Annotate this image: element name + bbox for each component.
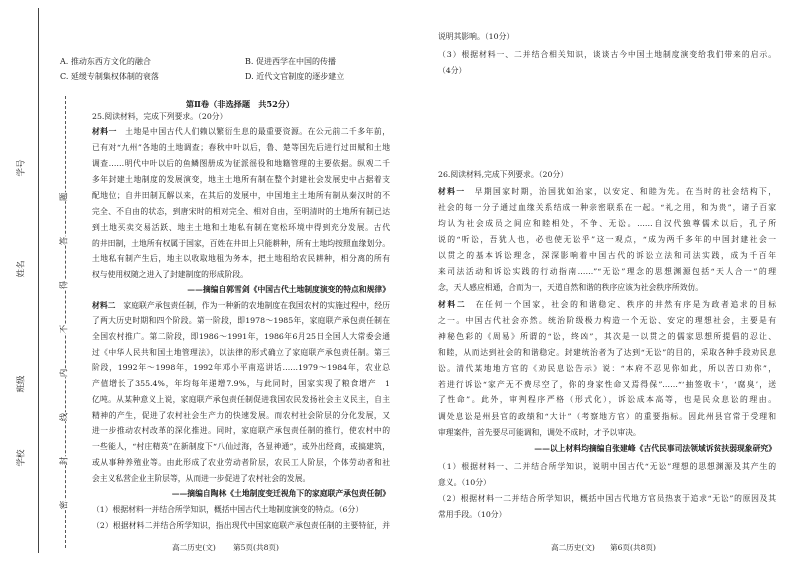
material-source: ——以上材料均摘编自张建峰《古代民事司法领域诉贫扶弱现象研究》 [534,444,776,453]
sub-question: （2）根据材料二并结合所学知识，指出现代中国家庭联产承包责任制的主要特征，并 [92,521,390,530]
material-line: 社会的每一分子通过血缘关系结成一种亲密联系在一起。“礼之用，和为贵”，诸子百家 [438,203,776,212]
sub-question: 意义。（10分） [438,478,491,487]
question-25-stem: 25.阅读材料，完成下列要求。（20分） [92,112,228,121]
material-line: 产值增长了355.4%，年均每年递增7.9%，与此同时，国家实现了粮食增产 1 [92,379,390,388]
material-line: 完全、不自由的状态，到唐宋时的相对完全、相对自由，至明清时的土地所有制已达 [92,207,390,216]
sub-question: 常用手段。（10分） [438,510,507,519]
material-label: 材料二 [92,301,116,310]
material-line: 过《中华人民共和国土地管理法》，以法律的形式确立了家庭联产承包责任制。第三 [92,348,390,357]
material-line: 全国农村推广。第二阶段，即1986～1991年，1986年6月25日全国人大常委会通 [92,332,390,341]
footer-page-number: 第5页(共8页) [233,543,279,552]
school-label: 学校 [16,449,27,467]
material-line: 均认为社会成员之间应和睦相处，不争、无讼。……自汉代独尊儒术以后，孔子所 [438,219,776,228]
material-line: 念，天人感应相通，合而为一，天道自然和谐的秩序应该为社会秩序所效仿。 [438,283,704,292]
material-line: 多年封建土地制度的发展演变，地主土地所有制在整个封建社会发展史中占据着支 [92,175,390,184]
sub-question: （2）根据材料一二并结合所学知识，概括中国古代地方官员热衷于追求“无讼”的原因及其 [438,494,776,503]
footer-subject: 高二历史(文) [551,543,595,552]
material-text: 土地是中国古代人们赖以繁衍生息的最重要资源。在公元前二千多年前， [116,127,390,136]
material-line: 权与使用权随之进入了封建制度的形成阶段。 [92,270,248,279]
material-line: 配地位；自井田制瓦解以来，在其后的发展中，中国地主土地所有制从秦汉时的不 [92,191,390,200]
material-line: 已有对“九州”各地的土地调查；春秋中叶以后，鲁、楚等国先后进行过田赋和土地 [92,143,390,152]
seal-char: 线 [59,412,70,422]
material-source: ——摘编自郭雪剑《中国古代土地制度演变的特点和规律》 [187,285,390,294]
seal-char: 题 [59,192,70,202]
material-line: 以贯之的基本诉讼理念，深深影响着中国古代的诉讼立法和司法实践，成为千百年 [438,251,776,260]
seal-char: 不 [59,324,70,334]
option-a: A. 推动东西方文化的融合 [60,57,151,66]
material-text: 家庭联产承包责任制，作为一种新的农地制度在我国农村的实施过程中，经历 [115,301,390,310]
sub-question: （1）根据材料一、二并结合所学知识，说明中国古代“无讼”理想的思想渊源及其产生的 [438,462,776,471]
material-text: 在任何一个国家，社会的和谐稳定、秩序的井然有序是为政者追求的目标 [466,300,777,309]
student-id-label: 学号 [16,159,27,177]
material-line: 之一。中国古代社会亦然。统治阶级极力构造一个无讼、安定的理想社会，主要是有 [438,316,776,325]
question-26-stem: 26.阅读材料,完成下列要求。（20分） [438,170,569,179]
sub-question: （1）根据材料一并结合所学知识，概括中国古代土地制度演变的特点。（6分） [92,505,364,514]
material-line: 到土地买卖交易活跃、地主土地和土地私有制在宽松环境中得到充分发展。古代 [92,223,390,232]
seal-char: 密 [59,500,70,510]
student-name-label: 姓名 [16,260,27,278]
material-line: 调查……明代中叶以后的鱼鳞图册成为征派徭役和地籍管理的主要依据。纵观二千 [92,159,390,168]
footer-subject: 高二历史(文) [172,543,216,552]
section-title: 第Ⅱ卷（非选择题 共52分） [185,99,295,109]
material-line: 会主义私营企业主阶层等，从而进一步促进了农村社会的发展。 [92,474,311,483]
material-label: 材料一 [438,187,466,196]
material-label: 材料二 [438,300,467,309]
seal-char: 内 [59,368,70,378]
material-line: 若进行诉讼“家产无不费尽空了，你的身家性命又焉得保”……“‘抽签收卡’，‘腐臭’，送 [438,380,776,389]
material-label: 材料一 [92,127,117,136]
material-line: 亿吨。从某种意义上说，家庭联产承包责任制促进我国农民发扬社会主义民主，自主 [92,395,390,404]
material-line: 神秘色彩的《周易》所谓的“讼，终凶”，其次是一以贯之的儒家思想所提倡的忍让、 [438,332,776,341]
binding-line [38,8,39,553]
material-line: 讼。清代某地地方官的《劝民息讼告示》说：“本府不忍见你如此，所以苦口劝你”， [438,364,776,373]
material-source: ——摘编自陶林《土地制度变迁视角下的家庭联产承包责任制》 [171,489,390,498]
material-line [92,127,390,137]
seal-char: 答 [59,236,70,246]
question-25-continued: 说明其影响。（10分） [438,32,515,41]
seal-char: 得 [59,280,70,290]
seal-char: 封 [59,456,70,466]
material-line: 一些能人，“村庄精英”在新制度下“八仙过海，各显神通”，或外出经商，或搞建筑， [92,442,390,451]
material-line [438,187,776,197]
material-line: 进一步推动农村改革的深化推进。同时，家庭联产承包责任制的推行，使农村中的 [92,426,390,435]
seal-dashed-line [65,96,66,548]
material-line: 土地私有制产生后，地主以收取地租为务本，把土地租给农民耕种，相分离的所有 [92,254,390,263]
material-line: 阶段，1992年～1998年，1992年邓小平南巡讲话……1979～1984年，农业总 [92,363,390,372]
material-line: 审理案件，首先要尽可能调和，调处不成时，才予以审决。 [438,428,641,437]
sub-question-score: （4分） [438,66,467,75]
material-line: 精神的产生，促进了农村社会生产力的快速发展。而农村社会阶层的分化发展，又 [92,411,390,420]
material-text: 早期国家时期，治国犹如治家，以安定、和睦为先。在当时的社会结构下， [465,187,777,196]
material-line [92,301,390,311]
option-b: B. 促进西学在中国的传播 [245,57,336,66]
material-line: 说的“听讼，吾犹人也，必也使无讼乎”这一观点，“成为两千多年的中国封建社会一 [438,235,776,244]
material-line: 来司法活动和诉讼实践的行动指南……”“无讼”理念的思想渊源包括“天人合一”的理 [438,267,776,276]
material-line: 了性命”。此外，审判程序严格（形式化），诉讼成本高等，也是民众息讼的理由。 [438,395,776,404]
option-d: D. 近代文官制度的逐步建立 [245,72,345,81]
sub-question: （3）根据材料一、二并结合相关知识，谈谈古今中国土地制度演变给我们带来的启示。 [438,50,776,59]
material-line [438,300,776,310]
material-line: 调处息讼是州县官的政绩和“大计”（考察地方官）的重要指标。因此州县官常于受理和 [438,412,776,421]
material-line: 的井田制，土地所有权属于国家，百姓在井田上只能耕种，所有土地均按照血缘划分。 [92,239,390,248]
footer-page-number: 第6页(共8页) [610,543,656,552]
material-line: 和睦，从而达到社会的和谐稳定。封建统治者为了达到“无讼”的目的，采取各种手段劝民息 [438,348,776,357]
option-c: C. 延缓专制集权体制的衰落 [60,72,159,81]
class-label: 班级 [16,375,27,393]
material-line: 或从事种养殖业等。由此形成了农业劳动者阶层，农民工人阶层，个体劳动者和社 [92,458,390,467]
material-line: 了两大历史时期和四个阶段。第一阶段，即1978～1985年，家庭联产承包责任制在 [92,316,390,325]
